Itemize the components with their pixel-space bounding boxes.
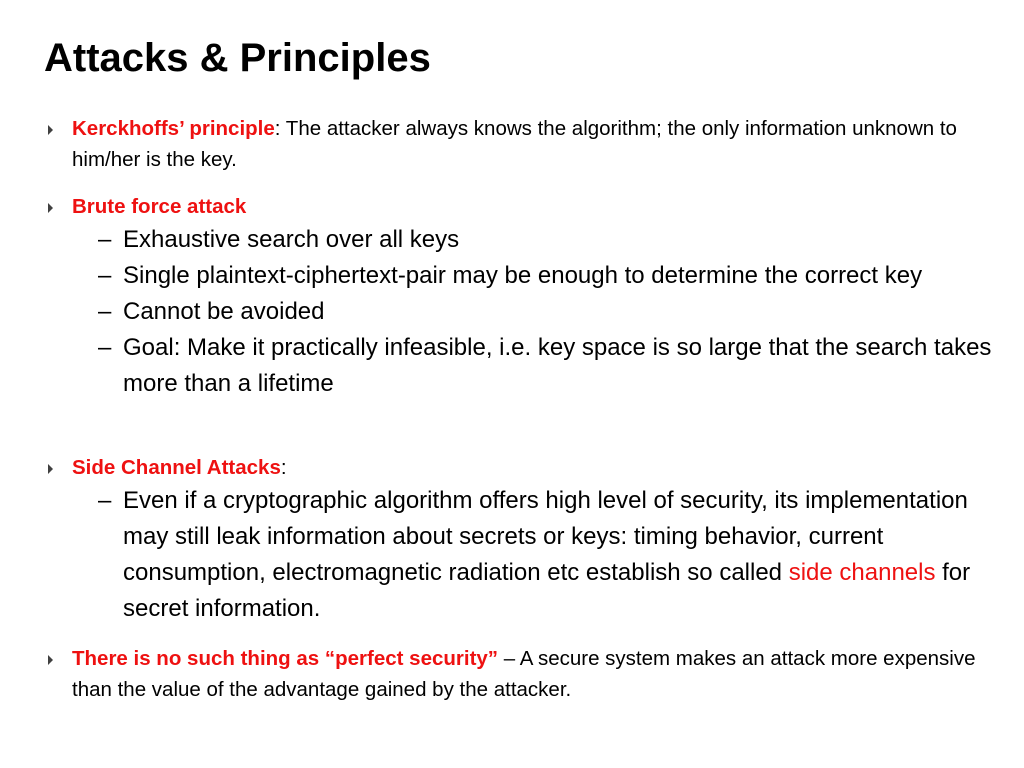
bullet-text: : The attacker always knows the algorithm; the only information unknown to him/her is the key.	[72, 117, 957, 171]
sub-item-text: Even if a cryptographic algorithm offers high level of security, its implementation may still leak information about secrets or keys: timing behavior, current consumption, electromagnetic radiation etc establish so called	[123, 487, 968, 586]
brute-force-sub-list	[98, 222, 998, 402]
sub-item	[98, 294, 998, 330]
bullet-heading: There is no such thing as “perfect security”	[72, 647, 499, 670]
bullet-brute-force	[72, 191, 1002, 222]
sub-item-text-end: for secret information.	[123, 559, 971, 622]
bullet-arrow-icon	[48, 125, 53, 135]
bullet-kerckhoffs	[72, 113, 1002, 175]
dash-marker: –	[98, 262, 112, 289]
slide-title: Attacks & Principles	[44, 36, 431, 80]
dash-marker: –	[98, 298, 112, 325]
bullet-heading: Side Channel Attacks	[72, 456, 281, 479]
sub-item-text: Exhaustive search over all keys	[123, 226, 460, 253]
dash-marker: –	[98, 487, 112, 514]
side-channels-highlight: side channels	[788, 559, 936, 586]
sub-item	[98, 258, 998, 294]
sub-item-text: Cannot be avoided	[123, 298, 325, 325]
side-channel-sub-list	[98, 483, 998, 627]
sub-item-text: Single plaintext-ciphertext-pair may be enough to determine the correct key	[123, 262, 923, 289]
sub-item	[98, 483, 998, 627]
bullet-arrow-icon	[48, 655, 53, 665]
sub-item-text: Goal: Make it practically infeasible, i.e. key space is so large that the search takes more than a lifetime	[123, 334, 992, 397]
dash-marker: –	[98, 226, 112, 253]
bullet-perfect-security	[72, 643, 1002, 705]
bullet-arrow-icon	[48, 464, 53, 474]
bullet-heading: Brute force attack	[72, 195, 247, 218]
bullet-text: – A secure system makes an attack more expensive than the value of the advantage gained by the attacker.	[72, 647, 976, 701]
bullet-heading: Kerckhoffs’ principle	[72, 117, 275, 140]
bullet-side-channel	[72, 452, 1002, 483]
bullet-arrow-icon	[48, 203, 53, 213]
dash-marker: –	[98, 334, 112, 361]
sub-item	[98, 222, 998, 258]
bullet-suffix: :	[280, 456, 287, 479]
sub-item	[98, 330, 998, 402]
